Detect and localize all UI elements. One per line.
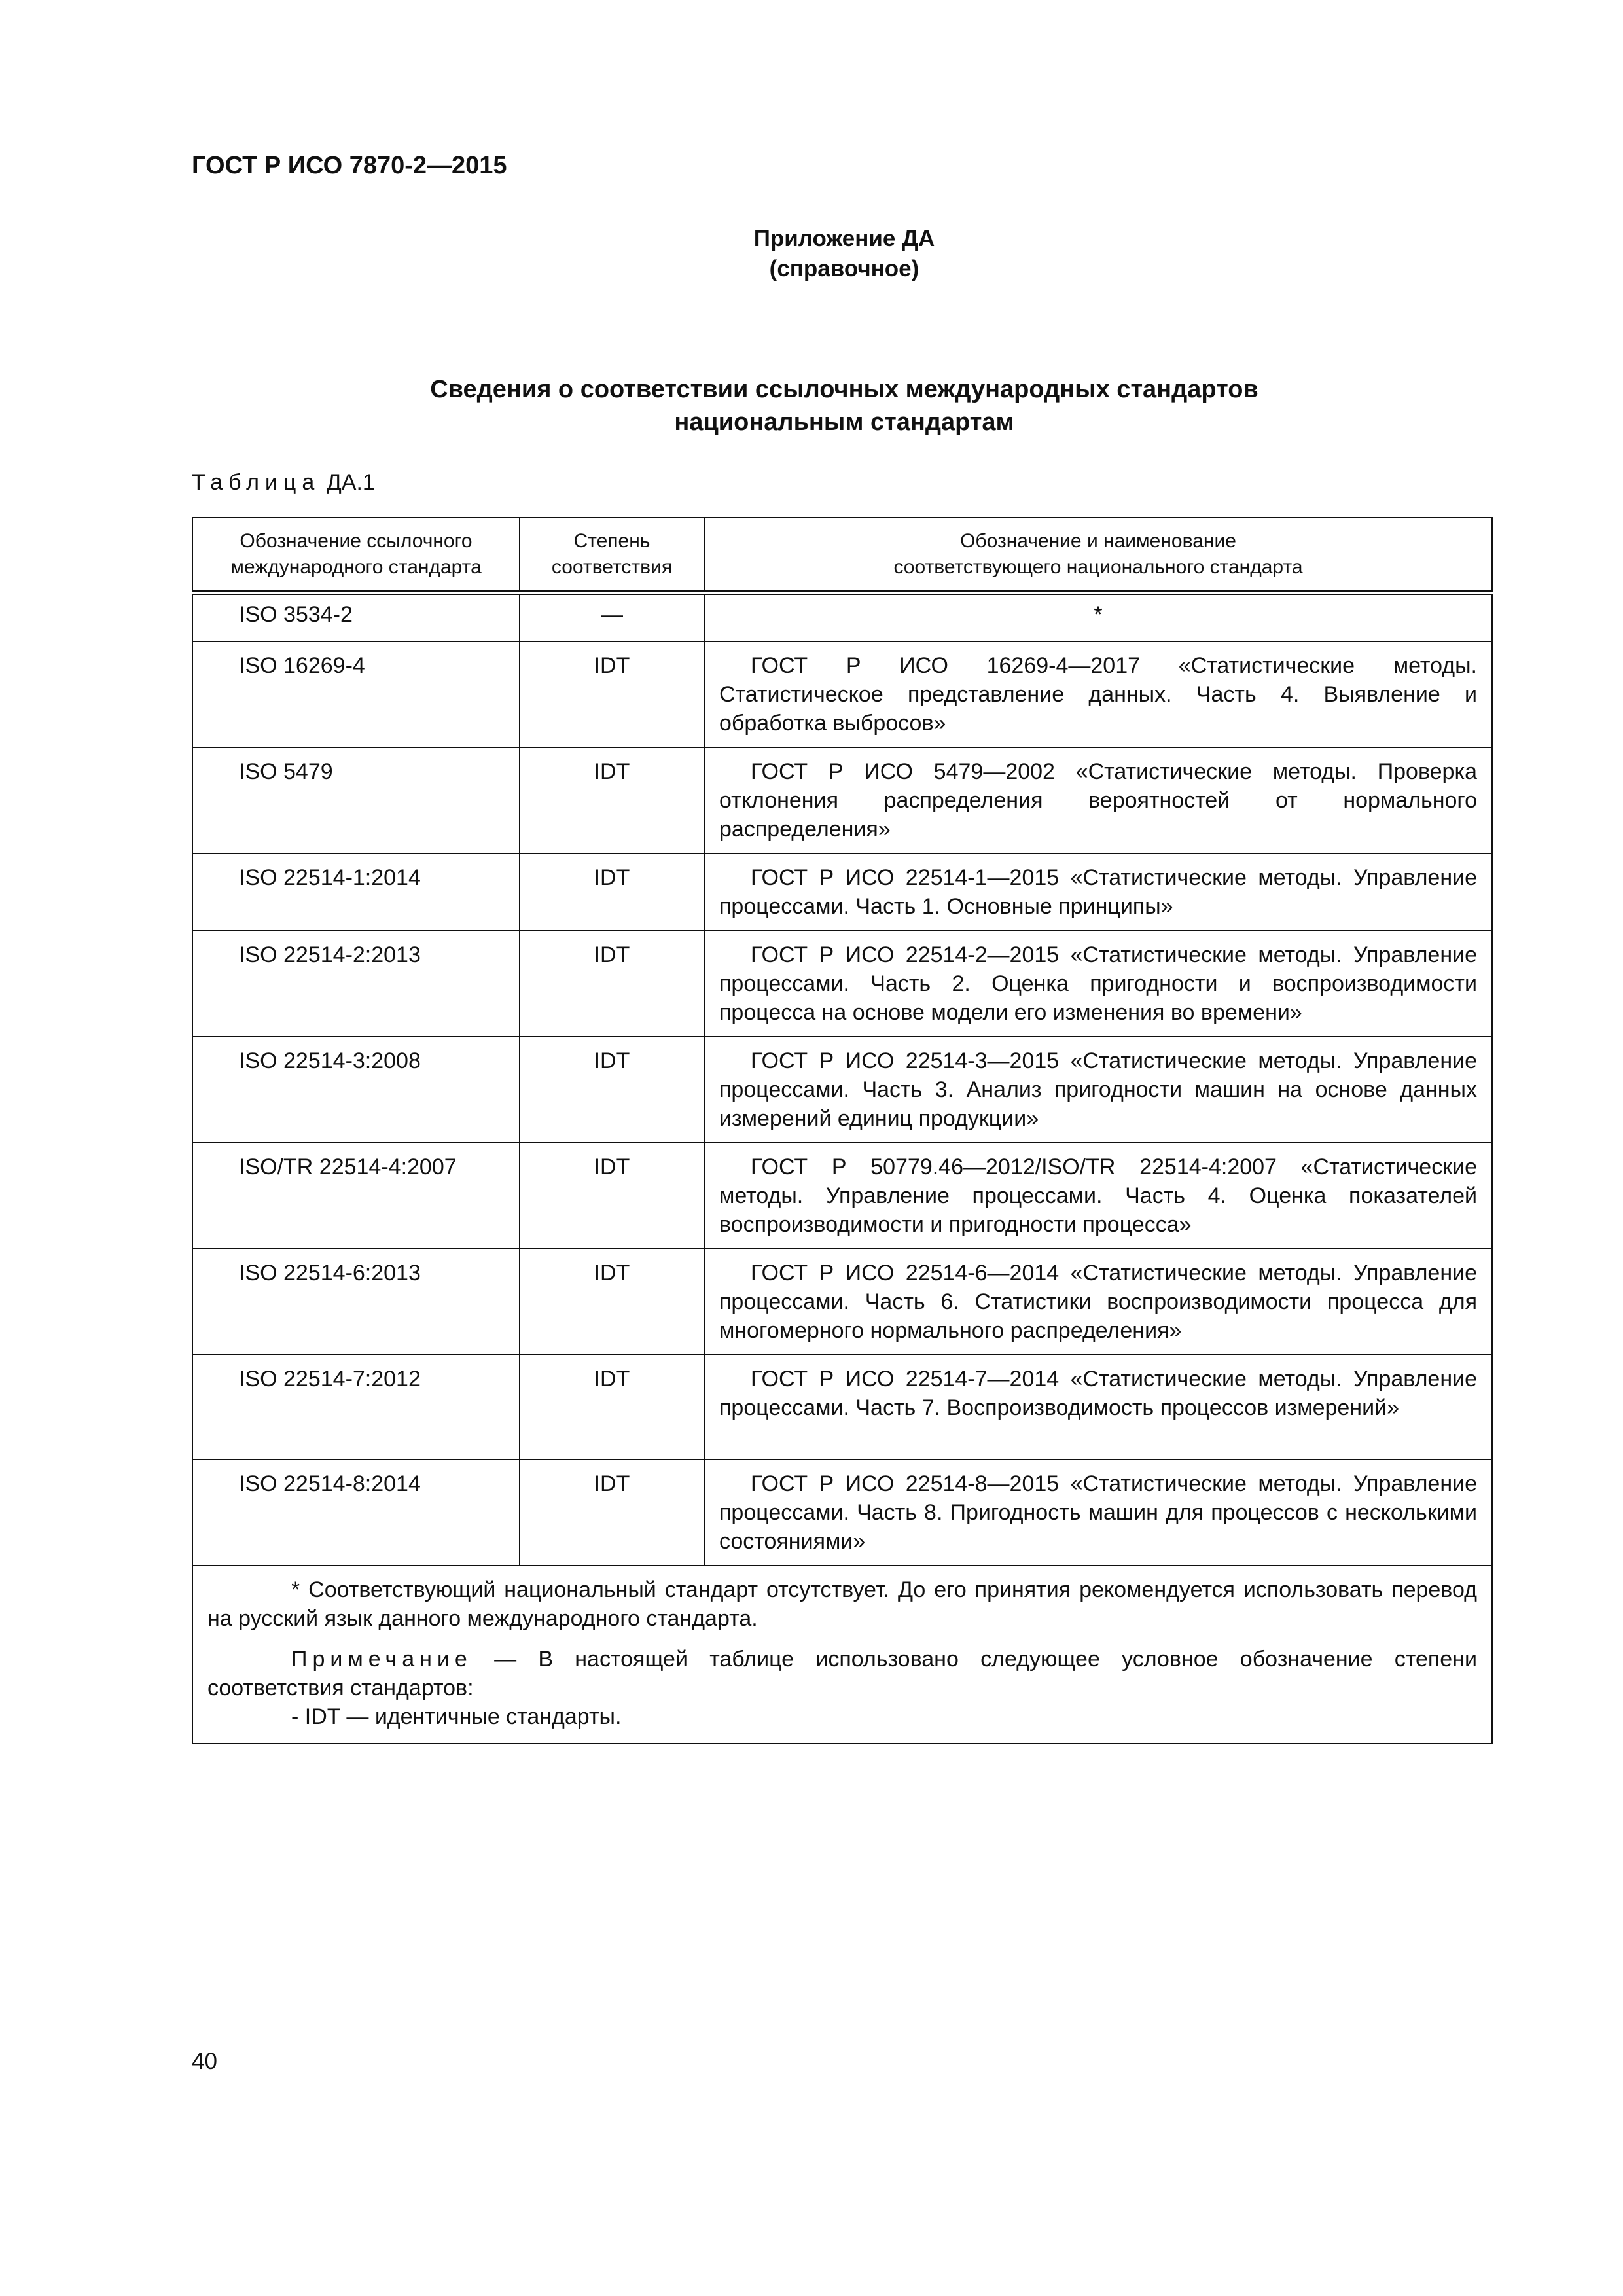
national-cell [704, 747, 1492, 853]
table-row [192, 1143, 1492, 1249]
table-row [192, 1460, 1492, 1566]
reference-cell: ISO 22514-7:2012 [192, 1355, 520, 1460]
degree-cell: IDT [520, 1355, 704, 1460]
table-label-word: Таблица [192, 470, 321, 495]
national-text: ГОСТ Р ИСО 22514-7—2014 «Статистические методы. Управление процессами. Часть 7. Воспроизводимость процессов измерений» [719, 1367, 1477, 1420]
reference-cell: ISO 22514-2:2013 [192, 931, 520, 1037]
table-row [192, 931, 1492, 1037]
degree-cell: IDT [520, 853, 704, 931]
table-row [192, 1037, 1492, 1143]
degree-cell: IDT [520, 1143, 704, 1249]
reference-cell: ISO 22514-3:2008 [192, 1037, 520, 1143]
note [207, 1645, 1477, 1702]
table-row [192, 1355, 1492, 1460]
national-text: ГОСТ Р 50779.46—2012/ISO/TR 22514-4:2007 «Статистические методы. Управление процессами. Часть 4. Оценка показателей воспроизводимости и пригодности процесса» [719, 1155, 1477, 1237]
degree-cell: IDT [520, 1249, 704, 1355]
note-item [207, 1702, 1477, 1731]
table-row [192, 593, 1492, 642]
column-header-line: соответствия [551, 556, 673, 578]
section-heading-line-1: Сведения о соответствии ссылочных международных стандартов [430, 376, 1258, 403]
national-cell [704, 1355, 1492, 1460]
national-text: ГОСТ Р ИСО 22514-2—2015 «Статистические методы. Управление процессами. Часть 2. Оценка пригодности и воспроизводимости процесса на основе модели его изменения во времени» [719, 942, 1477, 1025]
degree-cell: — [520, 593, 704, 642]
table-label [192, 470, 375, 495]
page-number: 40 [192, 2049, 217, 2074]
national-cell [704, 641, 1492, 747]
reference-cell: ISO 22514-6:2013 [192, 1249, 520, 1355]
note-item-text: - IDT — идентичные стандарты. [291, 1704, 622, 1729]
national-cell: * [704, 593, 1492, 642]
national-cell [704, 853, 1492, 931]
table-label-number: ДА.1 [326, 470, 375, 495]
national-text: ГОСТ Р ИСО 22514-6—2014 «Статистические методы. Управление процессами. Часть 6. Статистики воспроизводимости процесса для многомерного нормального распределения» [719, 1261, 1477, 1343]
national-cell [704, 1143, 1492, 1249]
table-header-row [192, 518, 1492, 593]
national-cell [704, 1249, 1492, 1355]
note-label: Примечание [291, 1647, 473, 1672]
correspondence-table [192, 517, 1493, 1744]
national-cell [704, 1460, 1492, 1566]
appendix-subtitle: (справочное) [769, 256, 919, 281]
table-row [192, 747, 1492, 853]
column-header-line: Обозначение ссылочного [240, 530, 473, 552]
table-notes-row [192, 1566, 1492, 1744]
section-heading [190, 373, 1499, 439]
section-heading-line-2: национальным стандартам [674, 408, 1014, 436]
appendix-heading [0, 224, 1623, 284]
table-row [192, 853, 1492, 931]
table-notes [192, 1566, 1492, 1744]
column-header-line: Обозначение и наименование [960, 530, 1236, 552]
reference-cell: ISO/TR 22514-4:2007 [192, 1143, 520, 1249]
reference-cell: ISO 22514-8:2014 [192, 1460, 520, 1566]
reference-cell: ISO 5479 [192, 747, 520, 853]
degree-cell: IDT [520, 931, 704, 1037]
column-header-reference [192, 518, 520, 593]
national-cell [704, 1037, 1492, 1143]
national-text: ГОСТ Р ИСО 22514-8—2015 «Статистические методы. Управление процессами. Часть 8. Пригодность машин для процессов с несколькими состояниями» [719, 1471, 1477, 1554]
footnote [207, 1575, 1477, 1633]
column-header-line: Степень [573, 530, 651, 552]
footnote-text: * Соответствующий национальный стандарт отсутствует. До его принятия рекомендуется использовать перевод на русский язык данного международного стандарта. [207, 1577, 1477, 1631]
note-text: — В настоящей таблице использовано следующее условное обозначение степени соответствия стандартов: [207, 1647, 1477, 1700]
reference-cell: ISO 16269-4 [192, 641, 520, 747]
table-row [192, 1249, 1492, 1355]
national-text: ГОСТ Р ИСО 5479—2002 «Статистические методы. Проверка отклонения распределения вероятностей от нормального распределения» [719, 759, 1477, 842]
degree-cell: IDT [520, 1460, 704, 1566]
degree-cell: IDT [520, 747, 704, 853]
degree-cell: IDT [520, 1037, 704, 1143]
national-text: ГОСТ Р ИСО 22514-1—2015 «Статистические методы. Управление процессами. Часть 1. Основные принципы» [719, 865, 1477, 919]
degree-cell: IDT [520, 641, 704, 747]
national-text: ГОСТ Р ИСО 22514-3—2015 «Статистические методы. Управление процессами. Часть 3. Анализ пригодности машин на основе данных измерений единиц продукции» [719, 1049, 1477, 1131]
national-cell [704, 931, 1492, 1037]
column-header-line: соответствующего национального стандарта [893, 556, 1303, 578]
reference-cell: ISO 22514-1:2014 [192, 853, 520, 931]
column-header-line: международного стандарта [230, 556, 482, 578]
column-header-degree [520, 518, 704, 593]
table-row [192, 641, 1492, 747]
appendix-title: Приложение ДА [753, 226, 935, 251]
column-header-national [704, 518, 1492, 593]
reference-cell: ISO 3534-2 [192, 593, 520, 642]
national-text: ГОСТ Р ИСО 16269-4—2017 «Статистические методы. Статистическое представление данных. Часть 4. Выявление и обработка выбросов» [719, 653, 1477, 736]
document-code: ГОСТ Р ИСО 7870-2—2015 [192, 152, 507, 179]
